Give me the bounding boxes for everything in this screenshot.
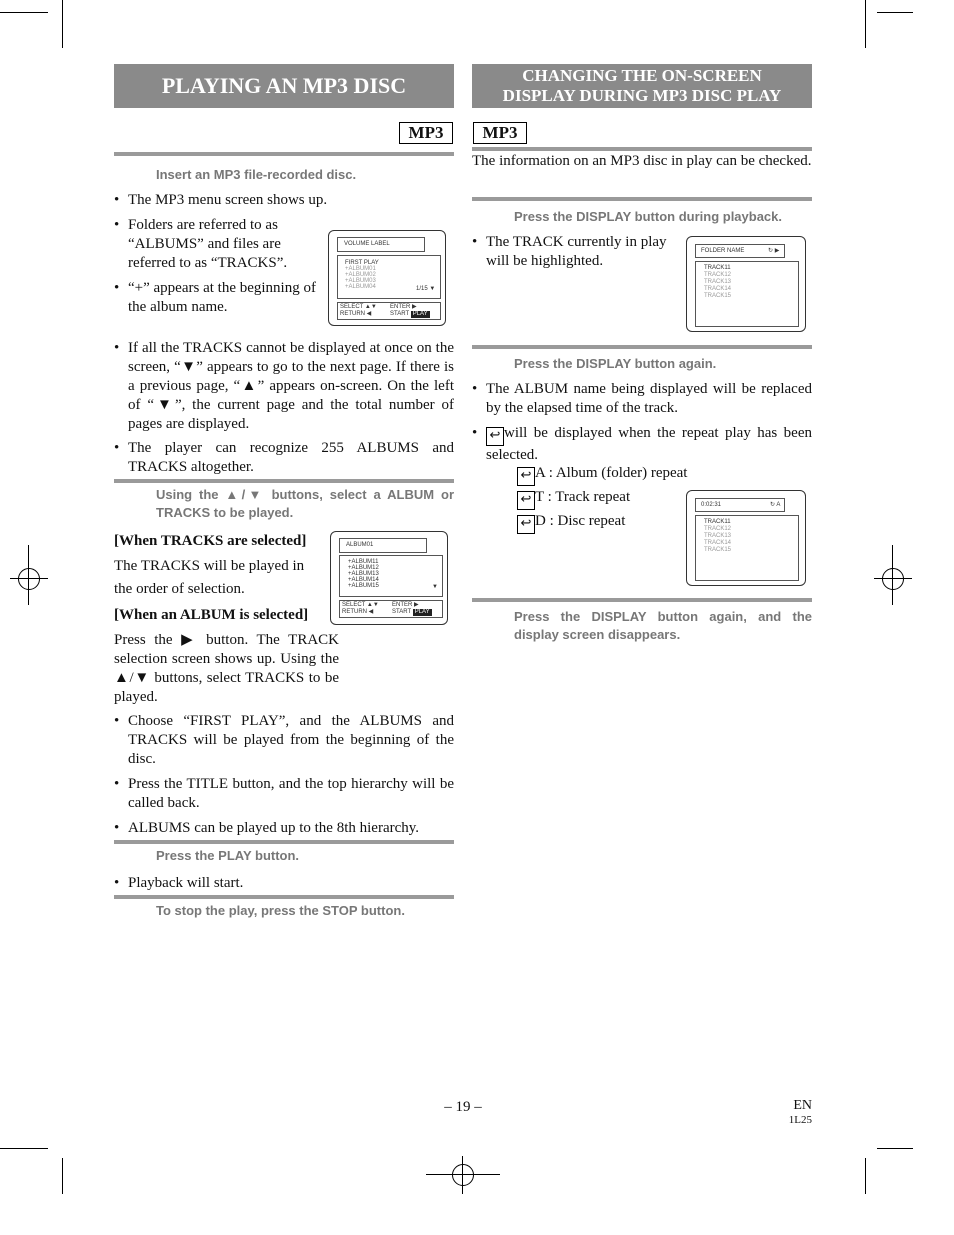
- list-item: +ALBUM11: [348, 559, 379, 565]
- elapsed-time-screen: [686, 490, 806, 586]
- enter-hint: [390, 304, 417, 311]
- repeat-status-icon: ↻ A: [770, 502, 781, 508]
- page-count: 1/15: [416, 286, 428, 292]
- section-title-line-2: DISPLAY DURING MP3 DISC PLAY: [502, 86, 782, 105]
- list-item: TRACK13: [704, 533, 732, 539]
- bullet-first-play: • Choose “FIRST PLAY”, and the ALBUMS and TRACKS will be played from the beginning of the disc.: [114, 712, 454, 769]
- left-arrow-icon: ◀: [368, 609, 374, 615]
- repeat-disc-text: D : Disc repeat: [535, 513, 626, 529]
- track-display-screen: [686, 236, 806, 332]
- folder-name-box: [695, 244, 785, 258]
- step-3-text: Press the DISPLAY button again, and the display screen disappears.: [514, 609, 812, 642]
- step-divider: [472, 147, 812, 151]
- model-code: 1L25: [788, 1114, 812, 1126]
- bullet-track-highlighted: • The TRACK currently in play will be highlighted.: [472, 233, 692, 271]
- crop-mark: [865, 0, 866, 48]
- list-item-highlighted: TRACK11: [704, 265, 731, 271]
- down-arrow-icon: ▼: [429, 286, 436, 292]
- list-item: FIRST PLAY: [345, 260, 379, 266]
- bullet-plus-sign: • “+” appears at the beginning of the album name.: [114, 279, 328, 317]
- album-selected-heading: [When an ALBUM is selected]: [114, 607, 309, 623]
- bullet-repeat-display: [472, 424, 812, 465]
- bullet-elapsed-time: • The ALBUM name being displayed will be replaced by the elapsed time of the track.: [472, 380, 812, 418]
- bullet-255-limit: • The player can recognize 255 ALBUMS and TRACKS altogether.: [114, 439, 454, 477]
- repeat-icon: ↩: [486, 427, 504, 446]
- start-hint: [390, 311, 430, 318]
- play-icon: ▶: [412, 304, 417, 310]
- repeat-album-text: A : Album (folder) repeat: [535, 465, 688, 481]
- repeat-track-text: T : Track repeat: [535, 489, 631, 505]
- enter-label: ENTER: [392, 602, 413, 608]
- down-arrow-icon: ▼: [432, 584, 438, 590]
- bullet-repeat-text: will be displayed when the repeat play has been selected.: [486, 425, 812, 463]
- folder-name-label: FOLDER NAME: [701, 248, 745, 254]
- crop-mark: [877, 12, 913, 13]
- page-indicator: [416, 286, 435, 293]
- album-selected-text: Press the ▶ button. The TRACK selection screen shows up. Using the ▲/▼ buttons, select TRACKS to be played.: [114, 632, 339, 705]
- list-item: TRACK15: [704, 293, 732, 299]
- list-item: +ALBUM13: [348, 571, 379, 577]
- crop-mark: [865, 1158, 866, 1194]
- enter-hint: [392, 602, 419, 609]
- bullet-menu-shows: • The MP3 menu screen shows up.: [114, 191, 438, 210]
- list-item: +ALBUM03: [345, 278, 376, 284]
- album-label-box: [339, 538, 427, 553]
- section-title: [472, 64, 812, 108]
- return-label: RETURN: [342, 609, 367, 615]
- registration-line: [10, 578, 48, 579]
- select-label: SELECT: [340, 304, 364, 310]
- return-hint: [340, 311, 371, 318]
- step-divider: [114, 840, 454, 844]
- album-list-box: [339, 555, 443, 597]
- registration-line: [874, 578, 912, 579]
- track-list-box: [695, 261, 799, 327]
- section-title-line-1: CHANGING THE ON-SCREEN: [522, 66, 762, 85]
- registration-mark: [18, 568, 40, 590]
- step-divider: [472, 197, 812, 201]
- language-code: EN: [793, 1098, 812, 1113]
- menu-list-box: [337, 255, 441, 299]
- up-down-icon: ▲▼: [366, 602, 379, 608]
- play-pill: PLAY: [412, 311, 428, 317]
- crop-mark: [62, 1158, 63, 1194]
- list-item: +ALBUM02: [345, 272, 376, 278]
- step-1-text: Insert an MP3 file-recorded disc.: [156, 167, 357, 182]
- step-2-text: Using the ▲/▼ buttons, select a ALBUM or TRACKS to be played.: [156, 487, 454, 520]
- list-item: TRACK13: [704, 279, 732, 285]
- left-arrow-icon: ◀: [366, 311, 372, 317]
- select-hint: [342, 602, 379, 609]
- start-label: START: [390, 311, 410, 317]
- start-hint: [392, 609, 432, 616]
- repeat-icon: ↩: [517, 467, 535, 486]
- volume-label: VOLUME LABEL: [344, 241, 390, 247]
- bullet-folders-albums: • Folders are referred to as “ALBUMS” and files are referred to as “TRACKS”.: [114, 216, 318, 273]
- step-3-text: Press the PLAY button.: [156, 848, 300, 863]
- tracks-selected-heading: [When TRACKS are selected]: [114, 533, 307, 549]
- play-pill: PLAY: [414, 609, 430, 615]
- list-item: +ALBUM01: [345, 266, 376, 272]
- step-1-text: Press the DISPLAY button during playback.: [514, 209, 783, 224]
- list-item: TRACK12: [704, 526, 732, 532]
- list-item: +ALBUM12: [348, 565, 379, 571]
- tracks-selected-text: The TRACKS will be played in the order of selection.: [114, 558, 305, 597]
- repeat-status-icon: ↻ ▶: [768, 248, 780, 254]
- registration-line: [462, 1156, 463, 1194]
- list-item: +ALBUM04: [345, 284, 376, 290]
- enter-label: ENTER: [390, 304, 411, 310]
- intro-text: The information on an MP3 disc in play can be checked.: [472, 153, 812, 169]
- bullet-page-indicator: • If all the TRACKS cannot be displayed at once on the screen, “▼” appears to go to the next page. If there is a previous page, “▲” appears on-screen. On the left of “▼”, the current page and the total number of pages are displayed.: [114, 339, 454, 434]
- registration-line: [28, 545, 29, 605]
- return-hint: [342, 609, 373, 616]
- up-down-icon: ▲▼: [364, 304, 377, 310]
- step-divider: [472, 598, 812, 602]
- mp3-menu-screen: [328, 230, 446, 326]
- registration-line: [892, 545, 893, 605]
- list-item: TRACK14: [704, 286, 732, 292]
- select-hint: [340, 304, 377, 311]
- repeat-album-row: [517, 462, 717, 486]
- mp3-badge: MP3: [473, 122, 527, 144]
- page-title: PLAYING AN MP3 DISC: [114, 64, 454, 108]
- volume-label-box: [337, 237, 425, 252]
- page-number: – 19 –: [444, 1099, 482, 1115]
- registration-mark: [882, 568, 904, 590]
- list-item-highlighted: TRACK11: [704, 519, 731, 525]
- play-icon: ▶: [414, 602, 419, 608]
- crop-mark: [62, 0, 63, 48]
- elapsed-time-box: [695, 498, 785, 512]
- list-item: TRACK15: [704, 547, 732, 553]
- step-divider: [114, 479, 454, 483]
- bullet-8th-hierarchy: • ALBUMS can be played up to the 8th hierarchy.: [114, 819, 458, 838]
- list-item: +ALBUM14: [348, 577, 379, 583]
- list-item: TRACK14: [704, 540, 732, 546]
- mp3-badge: MP3: [399, 122, 453, 144]
- crop-mark: [877, 1148, 913, 1149]
- step-2-text: Press the DISPLAY button again.: [514, 356, 717, 371]
- list-item: +ALBUM15: [348, 583, 379, 589]
- step-divider: [114, 152, 454, 156]
- repeat-icon: ↩: [517, 491, 535, 510]
- step-4-text: To stop the play, press the STOP button.: [156, 903, 405, 918]
- return-label: RETURN: [340, 311, 365, 317]
- start-label: START: [392, 609, 412, 615]
- crop-mark: [0, 12, 48, 13]
- step-divider: [114, 895, 454, 899]
- album-track-screen: [330, 531, 448, 625]
- bullet-playback-start: • Playback will start.: [114, 874, 428, 893]
- album-controls-box: [339, 600, 443, 618]
- crop-mark: [0, 1148, 48, 1149]
- menu-controls-box: [337, 302, 441, 320]
- step-divider: [472, 345, 812, 349]
- repeat-icon: ↩: [517, 515, 535, 534]
- registration-line: [426, 1174, 500, 1175]
- elapsed-time-label: 0:02:31: [701, 502, 722, 508]
- select-label: SELECT: [342, 602, 366, 608]
- bullet-title-button: • Press the TITLE button, and the top hierarchy will be called back.: [114, 775, 454, 813]
- track-list-box: [695, 515, 799, 581]
- album-label: ALBUM01: [346, 542, 374, 548]
- list-item: TRACK12: [704, 272, 732, 278]
- registration-mark: [452, 1164, 474, 1186]
